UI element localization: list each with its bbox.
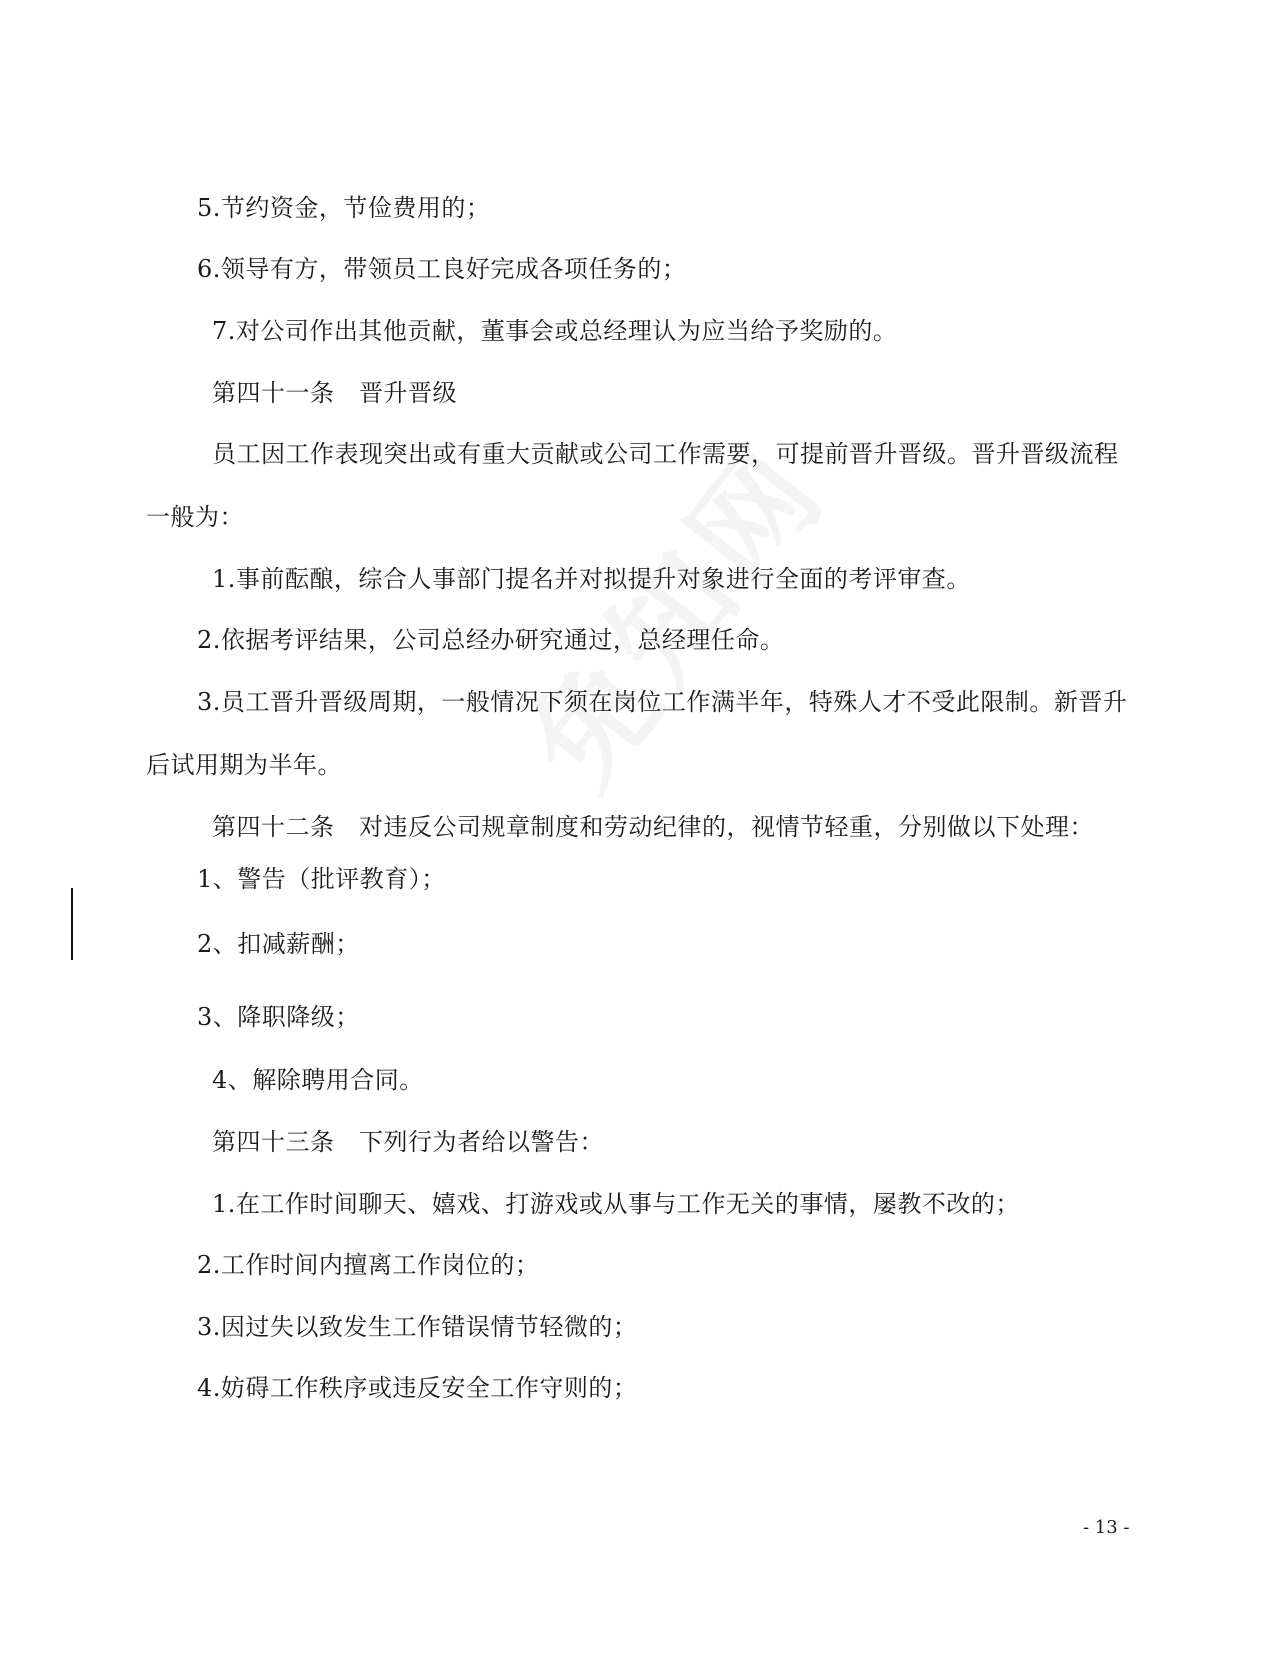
section-heading: 第四十三条 下列行为者给以警告： xyxy=(212,1128,604,1156)
list-item: 1、警告（批评教育）； xyxy=(197,865,446,893)
page-number: - 13 - xyxy=(1083,1517,1130,1538)
section-heading: 第四十一条 晋升晋级 xyxy=(212,379,457,407)
body-line: 1.事前酝酿，综合人事部门提名并对拟提升对象进行全面的考评审查。 xyxy=(212,565,971,593)
watermark xyxy=(403,343,936,876)
body-line: 7.对公司作出其他贡献，董事会或总经理认为应当给予奖励的。 xyxy=(212,317,898,345)
body-line: 4.妨碍工作秩序或违反安全工作守则的； xyxy=(197,1374,638,1402)
body-line: 3.因过失以致发生工作错误情节轻微的； xyxy=(197,1313,638,1341)
list-item: 2、扣减薪酬； xyxy=(197,930,360,958)
body-line: 1.在工作时间聊天、嬉戏、打游戏或从事与工作无关的事情，屡教不改的； xyxy=(212,1190,1020,1218)
body-line: 后试用期为半年。 xyxy=(146,751,342,779)
body-line: 5.节约资金，节俭费用的； xyxy=(197,194,491,222)
body-line: 2.依据考评结果，公司总经办研究通过，总经理任命。 xyxy=(197,626,785,654)
body-line: 2.工作时间内擅离工作岗位的； xyxy=(197,1251,540,1279)
list-item: 4、解除聘用合同。 xyxy=(212,1066,424,1094)
body-line: 一般为： xyxy=(146,503,244,531)
list-item: 3、降职降级； xyxy=(197,1003,360,1031)
body-line: 员工因工作表现突出或有重大贡献或公司工作需要，可提前晋升晋级。晋升晋级流程 xyxy=(212,440,1119,468)
section-heading: 第四十二条 对违反公司规章制度和劳动纪律的，视情节轻重，分别做以下处理： xyxy=(212,813,1094,841)
body-line: 3.员工晋升晋级周期，一般情况下须在岗位工作满半年，特殊人才不受此限制。新晋升 xyxy=(197,688,1128,716)
revision-bar xyxy=(71,888,73,960)
body-line: 6.领导有方，带领员工良好完成各项任务的； xyxy=(197,255,687,283)
